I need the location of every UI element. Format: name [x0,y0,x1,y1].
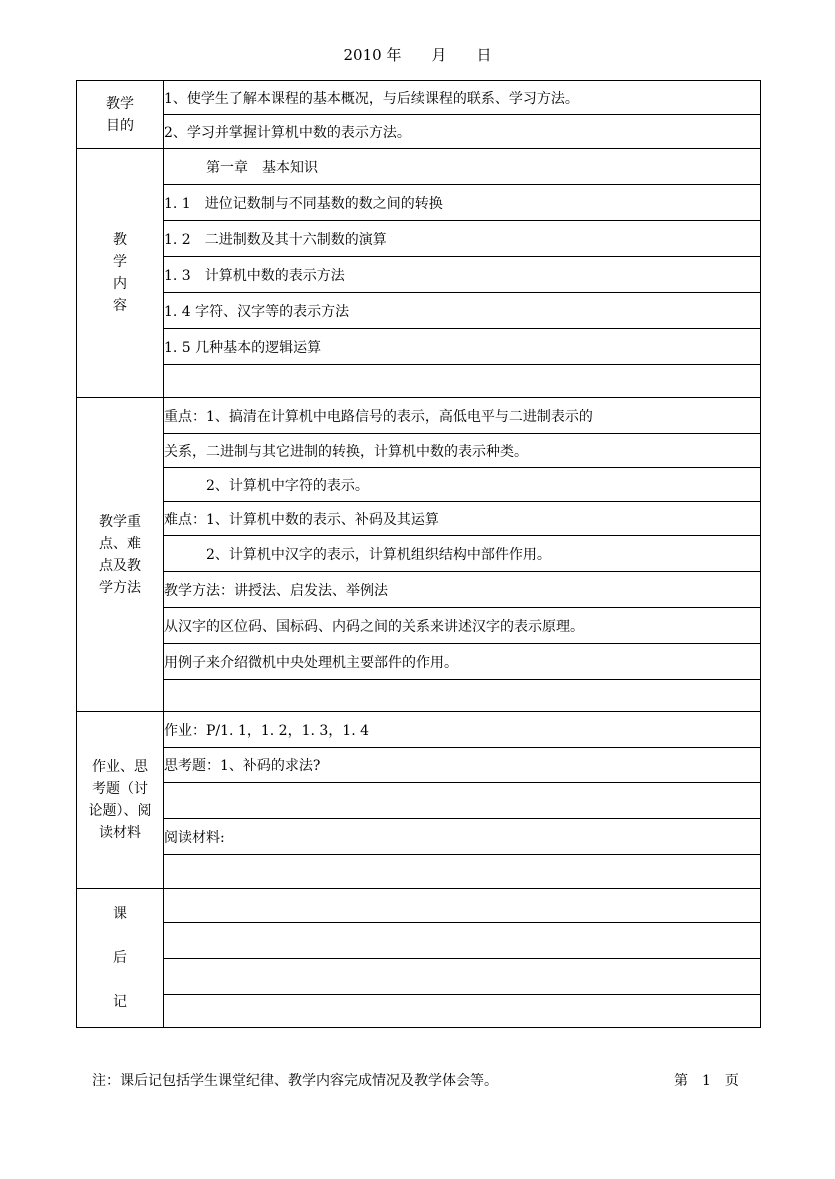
table-cell [164,959,761,995]
focus-methods-row [77,536,761,572]
section-label-focus-methods: 教学重 点、难 点及教 学方法 [77,398,164,712]
table-cell [164,680,761,712]
content-row [77,365,761,398]
section-label-objectives: 教学 目的 [77,81,164,149]
table-cell: 关系，二进制与其它进制的转换，计算机中数的表示种类。 [164,434,761,468]
content-row [77,293,761,329]
page-number: 第 1 页 [674,1073,739,1089]
content-row [77,221,761,257]
table-cell [164,783,761,819]
notes-row [77,889,761,923]
objectives-row [77,81,761,115]
table-cell [164,855,761,889]
table-cell [164,923,761,959]
date-line: 2010 年 月 日 [343,46,492,64]
table-cell: 1. 4 字符、汉字等的表示方法 [164,293,761,329]
table-cell: 1. 1 进位记数制与不同基数的数之间的转换 [164,185,761,221]
table-cell: 2、学习并掌握计算机中数的表示方法。 [164,115,761,149]
objectives-row [77,115,761,149]
table-cell: 阅读材料: [164,819,761,855]
table-cell: 1. 3 计算机中数的表示方法 [164,257,761,293]
table-cell: 1. 2 二进制数及其十六制数的演算 [164,221,761,257]
focus-methods-row [77,680,761,712]
notes-row [77,923,761,959]
focus-methods-row [77,502,761,536]
table-cell: 从汉字的区位码、国标码、内码之间的关系来讲述汉字的表示原理。 [164,608,761,644]
table-cell: 用例子来介绍微机中央处理机主要部件的作用。 [164,644,761,680]
notes-row [77,995,761,1028]
homework-row [77,855,761,889]
table-cell: 教学方法：讲授法、启发法、举例法 [164,572,761,608]
table-cell: 作业：P/1. 1，1. 2，1. 3，1. 4 [164,712,761,748]
table-cell: 重点：1、搞清在计算机中电路信号的表示，高低电平与二进制表示的 [164,398,761,434]
content-row [77,257,761,293]
homework-row [77,783,761,819]
content-row [77,185,761,221]
content-row [77,329,761,365]
table-cell: 第一章 基本知识 [164,149,761,185]
section-label-content: 教 学 内 容 [77,149,164,398]
homework-row [77,748,761,783]
lesson-plan-table [76,80,761,1028]
table-cell: 1. 5 几种基本的逻辑运算 [164,329,761,365]
footer-note: 注：课后记包括学生课堂纪律、教学内容完成情况及教学体会等。 [92,1073,498,1089]
table-cell: 2、计算机中字符的表示。 [164,468,761,502]
focus-methods-row [77,572,761,608]
table-cell [164,889,761,923]
section-label-notes: 课 后 记 [77,889,164,1028]
focus-methods-row [77,644,761,680]
homework-row [77,819,761,855]
section-label-homework: 作业、思 考题（讨 论题）、阅 读材料 [77,712,164,889]
content-row [77,149,761,185]
table-cell [164,995,761,1028]
focus-methods-row [77,398,761,434]
focus-methods-row [77,434,761,468]
focus-methods-row [77,608,761,644]
table-cell: 2、计算机中汉字的表示，计算机组织结构中部件作用。 [164,536,761,572]
table-cell: 思考题：1、补码的求法? [164,748,761,783]
focus-methods-row [77,468,761,502]
homework-row [77,712,761,748]
table-cell: 难点：1、计算机中数的表示、补码及其运算 [164,502,761,536]
table-cell: 1、使学生了解本课程的基本概况，与后续课程的联系、学习方法。 [164,81,761,115]
table-cell [164,365,761,398]
notes-row [77,959,761,995]
